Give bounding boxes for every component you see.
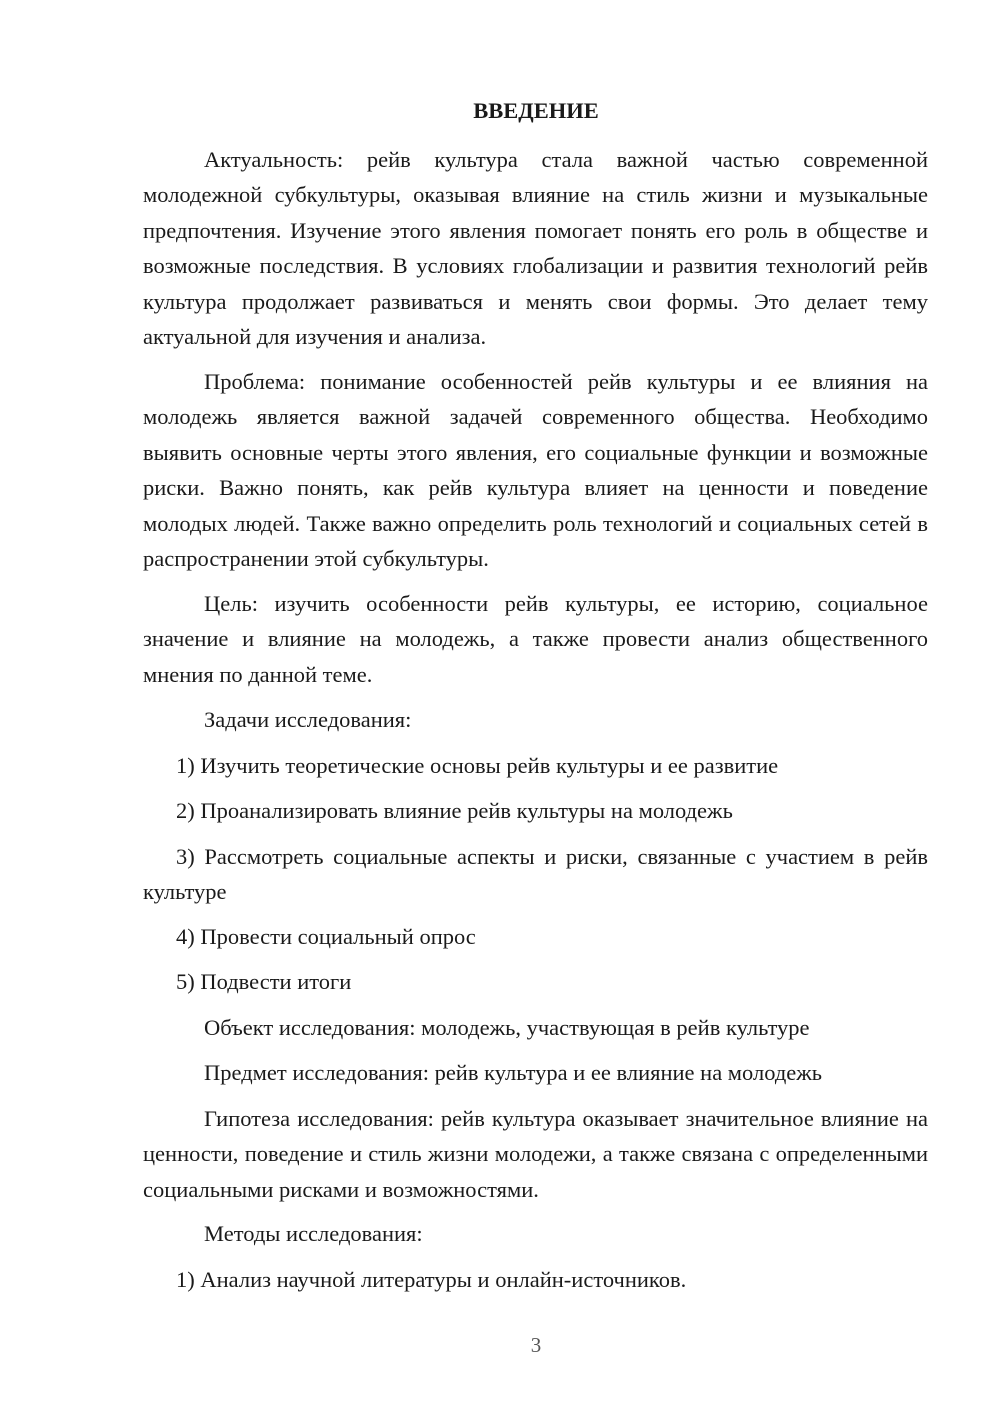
- hypothesis-paragraph: Гипотеза исследования: рейв культура оказывает значительное влияние на ценности, поведение и стиль жизни молодежи, а также связана с определенными социальными рисками и возможностями.: [143, 1106, 928, 1202]
- task-item-5: 5) Подвести итоги: [176, 969, 352, 994]
- problem-paragraph: Проблема: понимание особенностей рейв культуры и ее влияния на молодежь является важной задачей современного общества. Необходимо выявить основные черты этого явления, его социальные функции и возможные риски. Важно понять, как рейв культура влияет на ценности и поведение молодых людей. Также важно определить роль технологий и социальных сетей в распространении этой субкультуры.: [143, 369, 928, 572]
- methods-title: Методы исследования:: [204, 1221, 423, 1246]
- method-item-1: 1) Анализ научной литературы и онлайн-источников.: [176, 1267, 687, 1292]
- object-paragraph: Объект исследования: молодежь, участвующая в рейв культуре: [204, 1015, 810, 1040]
- relevance-paragraph: Актуальность: рейв культура стала важной частью современной молодежной субкультуры, оказывая влияние на стиль жизни и музыкальные предпочтения. Изучение этого явления помогает понять его роль в обществе и возможные последствия. В условиях глобализации и развития технологий рейв культура продолжает развиваться и менять свои формы. Это делает тему актуальной для изучения и анализа.: [143, 147, 928, 350]
- task-item-3: 3) Рассмотреть социальные аспекты и риски, связанные с участием в рейв культуре: [143, 844, 928, 905]
- task-item-2: 2) Проанализировать влияние рейв культуры на молодежь: [176, 798, 733, 823]
- subject-paragraph: Предмет исследования: рейв культура и ее влияние на молодежь: [204, 1060, 823, 1085]
- task-item-1: 1) Изучить теоретические основы рейв культуры и ее развитие: [176, 753, 779, 778]
- task-item-4: 4) Провести социальный опрос: [176, 924, 476, 949]
- goal-paragraph: Цель: изучить особенности рейв культуры, ее историю, социальное значение и влияние на молодежь, а также провести анализ общественного мнения по данной теме.: [143, 591, 928, 687]
- page-number: 3: [530, 1333, 542, 1357]
- page-title: ВВЕДЕНИЕ: [473, 98, 599, 123]
- tasks-title: Задачи исследования:: [204, 707, 412, 732]
